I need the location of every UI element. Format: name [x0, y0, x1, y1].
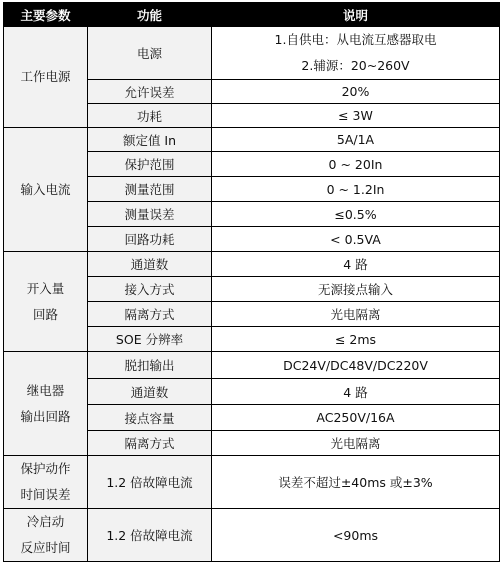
- description-cell: [212, 252, 500, 277]
- spec-table: [3, 2, 500, 562]
- description-line: 误差不超过±40ms 或±3%: [278, 475, 433, 490]
- description-cell: [212, 431, 500, 456]
- header-row: [4, 3, 500, 27]
- header-param: 主要参数: [4, 3, 88, 27]
- description-line: 0 ~ 1.2In: [326, 181, 385, 197]
- description-line: ≤0.5%: [334, 206, 377, 222]
- description-line: 1.自供电：从电流互感器取电: [274, 32, 437, 47]
- description-cell: [212, 227, 500, 252]
- description-cell: [212, 456, 500, 509]
- group-name-line: 继电器: [26, 382, 65, 398]
- description-line: AC250V/16A: [316, 410, 395, 425]
- group-name-line: 保护动作: [20, 461, 71, 476]
- description-line: < 0.5VA: [330, 231, 381, 247]
- function-cell: 测量误差: [88, 202, 212, 227]
- description-line: <90ms: [332, 527, 379, 543]
- table-row: [4, 27, 500, 80]
- header-description: 说明: [212, 3, 500, 27]
- function-cell: SOE 分辨率: [88, 327, 212, 352]
- description-line: 4 路: [343, 257, 368, 272]
- description-cell: [212, 379, 500, 405]
- description-line: 0 ~ 20In: [328, 156, 383, 172]
- description-cell: [212, 277, 500, 302]
- description-line: 5A/1A: [336, 132, 375, 147]
- group-name-line: 冷启动: [26, 514, 65, 529]
- function-cell: 1.2 倍故障电流: [88, 509, 212, 562]
- group-name-line: 反应时间: [20, 540, 71, 555]
- function-cell: 功耗: [88, 104, 212, 128]
- description-cell: [212, 202, 500, 227]
- description-cell: [212, 302, 500, 327]
- group-name-line: 输入电流: [20, 181, 71, 197]
- description-cell: [212, 104, 500, 128]
- description-line: 光电隔离: [330, 436, 381, 451]
- description-cell: [212, 152, 500, 177]
- group-name-cell: [4, 456, 88, 509]
- function-cell: 通道数: [88, 379, 212, 405]
- function-cell: 保护范围: [88, 152, 212, 177]
- group-name-line: 时间误差: [20, 487, 71, 502]
- table-row: [4, 128, 500, 152]
- spec-table-body: [4, 27, 500, 562]
- description-line: 20%: [341, 84, 370, 99]
- description-cell: [212, 128, 500, 152]
- function-cell: 电源: [88, 27, 212, 80]
- description-line: DC24V/DC48V/DC220V: [283, 357, 428, 373]
- description-line: 光电隔离: [330, 307, 381, 322]
- group-name-cell: [4, 252, 88, 352]
- function-cell: 回路功耗: [88, 227, 212, 252]
- group-name-line: 工作电源: [20, 69, 71, 84]
- function-cell: 额定值 In: [88, 128, 212, 152]
- table-row: [4, 252, 500, 277]
- function-cell: 接点容量: [88, 405, 212, 431]
- description-line: 无源接点输入: [317, 282, 393, 297]
- description-cell: [212, 405, 500, 431]
- function-cell: 1.2 倍故障电流: [88, 456, 212, 509]
- table-row: [4, 352, 500, 379]
- group-name-cell: [4, 509, 88, 562]
- function-cell: 脱扣输出: [88, 352, 212, 379]
- table-row: [4, 509, 500, 562]
- description-line: ≤ 2ms: [334, 331, 377, 347]
- group-name-cell: [4, 128, 88, 252]
- description-cell: [212, 80, 500, 104]
- group-name-line: 输出回路: [20, 408, 71, 424]
- description-line: 4 路: [343, 384, 368, 400]
- table-row: [4, 456, 500, 509]
- description-cell: [212, 509, 500, 562]
- group-name-line: 回路: [32, 306, 58, 322]
- header-function: 功能: [88, 3, 212, 27]
- description-line: 2.辅源：20~260V: [301, 58, 410, 73]
- group-name-cell: [4, 352, 88, 456]
- function-cell: 允许误差: [88, 80, 212, 104]
- description-cell: [212, 27, 500, 80]
- description-line: ≤ 3W: [338, 108, 373, 123]
- description-cell: [212, 352, 500, 379]
- function-cell: 通道数: [88, 252, 212, 277]
- group-name-line: 开入量: [26, 280, 65, 296]
- description-cell: [212, 327, 500, 352]
- function-cell: 测量范围: [88, 177, 212, 202]
- function-cell: 隔离方式: [88, 431, 212, 456]
- description-cell: [212, 177, 500, 202]
- group-name-cell: [4, 27, 88, 128]
- function-cell: 接入方式: [88, 277, 212, 302]
- function-cell: 隔离方式: [88, 302, 212, 327]
